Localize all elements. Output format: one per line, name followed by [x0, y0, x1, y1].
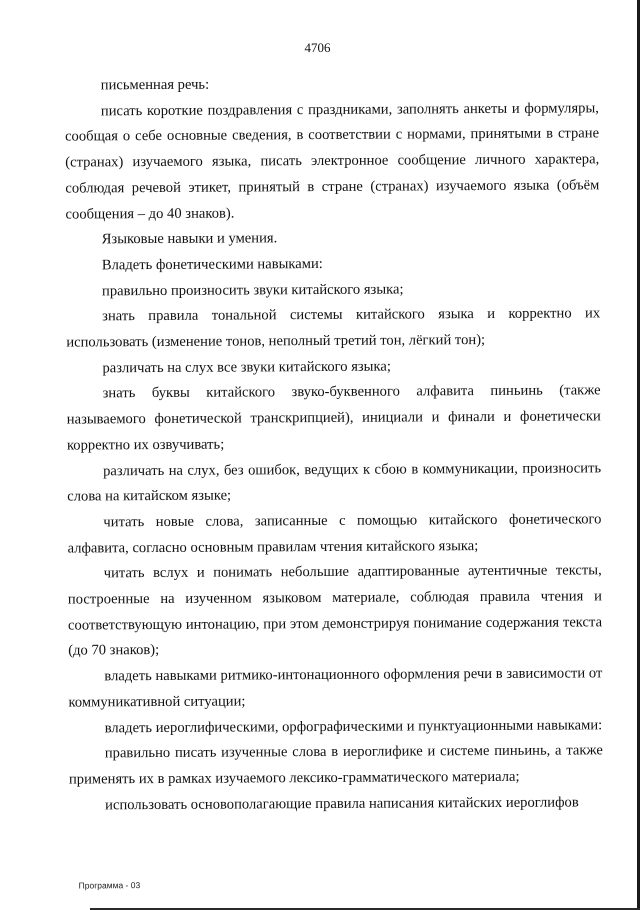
body-text: [65, 70, 604, 819]
page-number: 4706: [304, 39, 331, 56]
paragraph: владеть навыками ритмико-интонационного оформления речи в зависимости от коммуникативной ситуации;: [68, 665, 603, 711]
paragraph: читать новые слова, записанные с помощью китайского фонетического алфавита, согласно основным правилам чтения китайского языка;: [67, 511, 602, 557]
paragraph: Владеть фонетическими навыками:: [101, 255, 323, 274]
paragraph: правильно произносить звуки китайского языка;: [101, 281, 404, 299]
paragraph: Языковые навыки и умения.: [101, 230, 278, 248]
paragraph: использовать основополагающие правила написания китайских иероглифов: [105, 794, 579, 814]
paragraph: читать вслух и понимать небольшие адаптированные аутентичные тексты, построенные на изученном языковом материале, соблюдая правила чтения и соответствующую интонацию, при этом демонстрируя понимание содержания текста (до 70 знаков);: [67, 562, 603, 660]
paragraph: знать буквы китайского звуко-буквенного алфавита пиньинь (также называемого фонетической транскрипцией), инициали и финали и фонетически корректно их озвучивать;: [66, 382, 601, 454]
paragraph: письменная речь:: [100, 76, 210, 94]
paragraph: различать на слух все звуки китайского языка;: [102, 358, 391, 377]
paragraph: правильно писать изученные слова в иероглифике и системе пиньинь, а также применять их в рамках изучаемого лексико-грамматического материала;: [68, 742, 603, 788]
paragraph: различать на слух, без ошибок, ведущих к сбою в коммуникации, произносить слова на китайском языке;: [67, 459, 602, 505]
paragraph: владеть иероглифическими, орфографическими и пунктуационными навыками:: [104, 716, 603, 736]
paragraph: знать правила тональной системы китайского языка и корректно их использовать (изменение тонов, неполный третий тон, лёгкий тон);: [66, 305, 601, 351]
paragraph: писать короткие поздравления с праздниками, заполнять анкеты и формуляры, сообщая о себе основные сведения, в соответствии с нормами, принятыми в стране (странах) изучаемого языка, писать электронное сообщение личного характера, соблюдая речевой этикет, принятый в стране (странах) изучаемого языка (объём сообщения – до 40 знаков).: [65, 99, 600, 223]
page-footer: Программа - 03: [78, 880, 141, 891]
